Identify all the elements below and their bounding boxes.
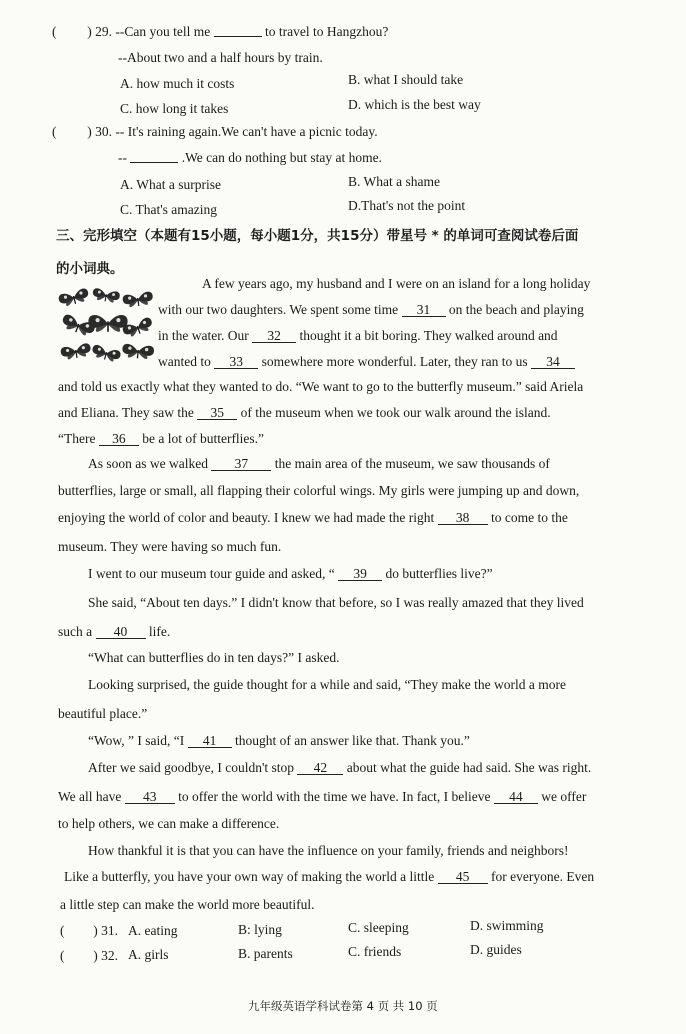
q29-option-b: B. what I should take	[348, 72, 464, 87]
q32-option-c: C. friends	[348, 944, 402, 959]
passage-line: A few years ago, my husband and I were on an island for a long holiday	[202, 276, 591, 291]
q32-option-a: A. girls	[128, 947, 169, 962]
blank-31: 31	[402, 303, 446, 317]
passage-line	[158, 328, 558, 344]
blank-33: 33	[214, 355, 258, 369]
passage-text: thought of an answer like that. Thank you.”	[235, 733, 470, 748]
blank-42: 42	[297, 761, 343, 775]
answer-paren-open: (	[52, 124, 57, 139]
passage-text: such a	[58, 624, 93, 639]
q30-line	[52, 124, 378, 140]
question-number: 32.	[101, 948, 118, 963]
passage-line: She said, “About ten days.” I didn't know that before, so I was really amazed that they lived	[88, 595, 584, 610]
passage-line	[158, 354, 575, 370]
passage-line	[58, 431, 264, 447]
passage-text: I went to our museum tour guide and asked, “	[88, 566, 335, 581]
passage-line	[88, 733, 470, 749]
passage-line	[58, 624, 170, 640]
passage-text: After we said goodbye, I couldn't stop	[88, 760, 295, 775]
question-stem: to travel to Hangzhou?	[264, 24, 389, 39]
passage-text: to offer the world with the time we have. In fact, I believe	[178, 789, 491, 804]
blank-32: 32	[252, 329, 296, 343]
passage-line: How thankful it is that you can have the influence on your family, friends and neighbors!	[88, 843, 569, 858]
passage-line	[58, 510, 568, 526]
q32-option-b: B. parents	[238, 946, 293, 961]
blank-38: 38	[438, 511, 488, 525]
passage-text: of the museum when we took our walk around the island.	[240, 405, 551, 420]
answer-paren-open: (	[52, 24, 57, 39]
q29-line	[52, 24, 388, 40]
q31-option-a: A. eating	[128, 923, 178, 938]
question-stem: --Can you tell me	[115, 24, 211, 39]
passage-text: life.	[148, 624, 171, 639]
passage-text: somewhere more wonderful. Later, they ran to us	[261, 354, 528, 369]
q29-reply: --About two and a half hours by train.	[118, 50, 323, 65]
passage-text: enjoying the world of color and beauty. I knew we had made the right	[58, 510, 435, 525]
passage-text: with our two daughters. We spent some time	[158, 302, 399, 317]
passage-line: to help others, we can make a difference.	[58, 816, 280, 831]
passage-line	[58, 789, 586, 805]
passage-text: we offer	[541, 789, 587, 804]
passage-text: As soon as we walked	[88, 456, 208, 471]
passage-line	[88, 760, 591, 776]
passage-text: do butterflies live?”	[385, 566, 493, 581]
q29-option-c: C. how long it takes	[120, 101, 229, 116]
passage-text: the main area of the museum, we saw thousands of	[274, 456, 550, 471]
passage-line: and told us exactly what they wanted to do. “We want to go to the butterfly museum.” said Ariela	[58, 379, 584, 394]
answer-paren-open: (	[60, 923, 65, 938]
passage-text: “There	[58, 431, 96, 446]
passage-line	[58, 405, 551, 421]
passage-line: “What can butterflies do in ten days?” I asked.	[88, 650, 340, 665]
answer-blank	[130, 150, 178, 163]
q30-reply	[118, 150, 382, 166]
passage-text: “Wow, ” I said, “I	[88, 733, 185, 748]
question-number: 30.	[95, 124, 112, 139]
passage-line: butterflies, large or small, all flapping their colorful wings. My girls were jumping up and down,	[58, 483, 580, 498]
passage-line	[64, 869, 594, 885]
passage-text: to come to the	[491, 510, 568, 525]
answer-paren-close: )	[87, 24, 92, 39]
q29-option-a: A. how much it costs	[120, 76, 235, 91]
question-number: 29.	[95, 24, 112, 39]
passage-text: on the beach and playing	[448, 302, 584, 317]
q30-option-b: B. What a shame	[348, 174, 440, 189]
reply-dash: --	[118, 150, 127, 165]
blank-45: 45	[438, 870, 488, 884]
page-footer: 九年级英语学科试卷第 4 页 共 10 页	[248, 999, 438, 1013]
blank-34: 34	[531, 355, 575, 369]
passage-line: a little step can make the world more beautiful.	[60, 897, 315, 912]
passage-text: in the water. Our	[158, 328, 249, 343]
q31-number	[60, 923, 118, 939]
q31-option-d: D. swimming	[470, 918, 544, 933]
passage-line	[88, 566, 493, 582]
answer-paren-close: )	[87, 124, 92, 139]
q32-number	[60, 948, 118, 964]
question-number: 31.	[101, 923, 118, 938]
q32-option-d: D. guides	[470, 942, 522, 957]
passage-text: about what the guide had said. She was right.	[346, 760, 592, 775]
question-stem: -- It's raining again.We can't have a picnic today.	[115, 124, 378, 139]
answer-blank	[214, 24, 262, 37]
passage-line	[158, 302, 584, 318]
answer-paren-open: (	[60, 948, 65, 963]
passage-text: for everyone. Even	[491, 869, 595, 884]
blank-41: 41	[188, 734, 232, 748]
passage-line: Looking surprised, the guide thought for a while and said, “They make the world a more	[88, 677, 566, 692]
passage-text: and Eliana. They saw the	[58, 405, 194, 420]
blank-36: 36	[99, 432, 139, 446]
blank-40: 40	[96, 625, 146, 639]
blank-39: 39	[338, 567, 382, 581]
answer-paren-close: )	[93, 948, 98, 963]
passage-text: thought it a bit boring. They walked around and	[299, 328, 558, 343]
blank-37: 37	[211, 457, 271, 471]
passage-text: We all have	[58, 789, 122, 804]
blank-35: 35	[197, 406, 237, 420]
q30-option-c: C. That's amazing	[120, 202, 218, 217]
passage-text: wanted to	[158, 354, 211, 369]
section-title-cont: 的小词典。	[56, 261, 124, 277]
q31-option-c: C. sleeping	[348, 920, 409, 935]
section-title: 三、完形填空（本题有15小题，每小题1分，共15分）带星号 * 的单词可查阅试卷后面	[56, 228, 579, 244]
reply-text: .We can do nothing but stay at home.	[181, 150, 382, 165]
blank-43: 43	[125, 790, 175, 804]
q30-option-a: A. What a surprise	[120, 177, 221, 192]
passage-line: museum. They were having so much fun.	[58, 539, 282, 554]
answer-paren-close: )	[93, 923, 98, 938]
passage-text: Like a butterfly, you have your own way of making the world a little	[64, 869, 435, 884]
q30-option-d: D.That's not the point	[348, 198, 466, 213]
q29-option-d: D. which is the best way	[348, 97, 481, 112]
blank-44: 44	[494, 790, 538, 804]
q31-option-b: B: lying	[238, 922, 282, 937]
passage-line	[88, 456, 550, 472]
butterfly-icon	[58, 284, 154, 366]
passage-line: beautiful place.”	[58, 706, 148, 721]
passage-text: be a lot of butterflies.”	[142, 431, 265, 446]
